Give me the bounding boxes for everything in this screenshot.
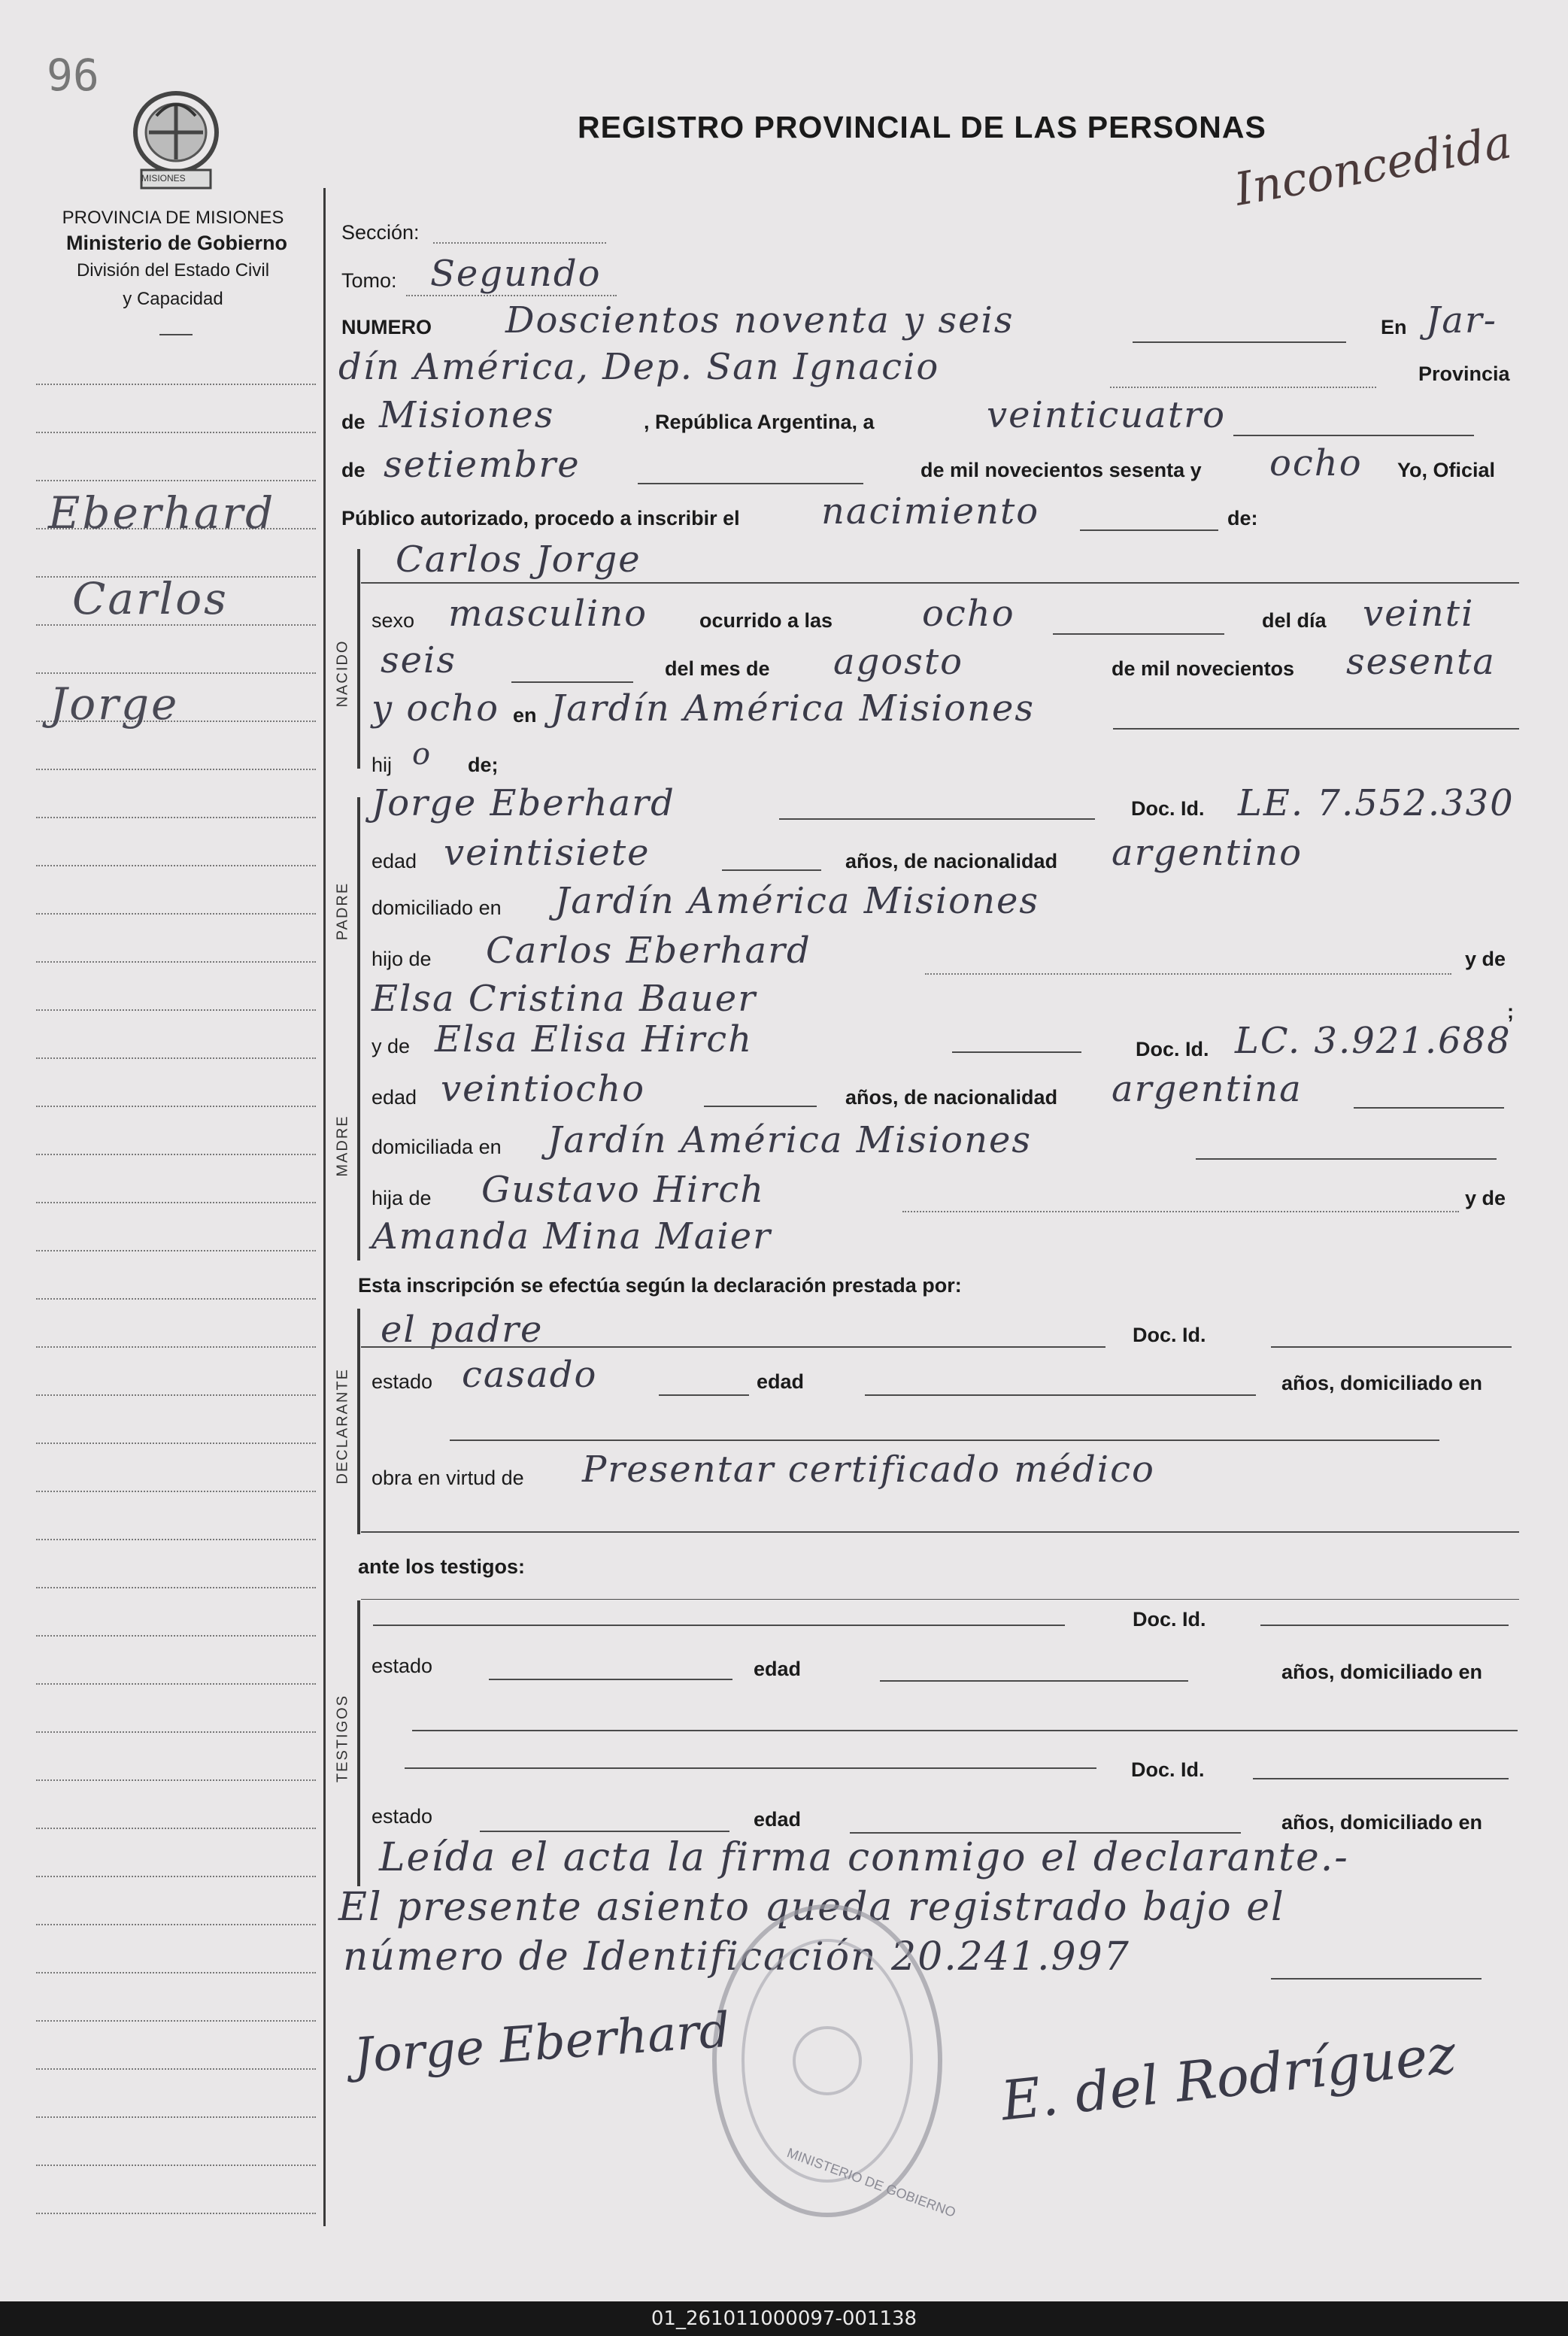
label-testigo1-doc: Doc. Id. — [1133, 1608, 1206, 1631]
margin-rule-line — [36, 384, 316, 385]
value-madre-edad: veintiocho — [441, 1068, 646, 1110]
margin-firstname: Carlos — [72, 573, 229, 624]
value-mes-nac: agosto — [833, 641, 964, 683]
testigo2-edad-line — [850, 1832, 1241, 1834]
testigos-rule — [357, 1600, 360, 1886]
testigo1-estado-line — [489, 1679, 732, 1680]
page-title: REGISTRO PROVINCIAL DE LAS PERSONAS — [578, 110, 1266, 144]
main-vertical-rule — [323, 188, 326, 2226]
label-padre-doc: Doc. Id. — [1131, 797, 1205, 820]
padre-edad-line — [722, 869, 821, 871]
value-hora: ocho — [922, 593, 1015, 635]
value-padre-dom: Jardín América Misiones — [555, 880, 1040, 922]
value-lugar-2: dín América, Dep. San Ignacio — [338, 346, 940, 388]
margin-rule-line — [36, 1539, 316, 1540]
margin-rule-line — [36, 1154, 316, 1155]
label-testigo1-anos: años, domiciliado en — [1281, 1661, 1483, 1683]
margin-rule-line — [36, 1202, 316, 1203]
closing-end-line — [1271, 1978, 1482, 1980]
label-obra: obra en virtud de — [372, 1467, 524, 1489]
value-tomo: Segundo — [430, 253, 602, 295]
margin-rule-line — [36, 1779, 316, 1781]
dia-line — [1233, 435, 1474, 436]
margin-rule-line — [36, 1106, 316, 1107]
margin-rule-line — [36, 432, 316, 433]
padre-rule — [357, 797, 360, 1050]
nombre-line — [361, 582, 1519, 584]
side-label-padre: PADRE — [334, 881, 351, 941]
label-yo-oficial: Yo, Oficial — [1397, 459, 1496, 481]
label-ocurrido: ocurrido a las — [699, 609, 833, 632]
value-padre-nombre: Jorge Eberhard — [372, 782, 675, 824]
label-decl-estado: estado — [372, 1370, 433, 1393]
padre-nombre-line — [779, 818, 1095, 820]
seal-text: MISIONES — [141, 173, 186, 184]
label-madre-hija: hija de — [372, 1187, 432, 1209]
signature-oficial: E. del Rodríguez — [998, 2022, 1459, 2133]
label-padre-hijo: hijo de — [372, 948, 432, 970]
testigo1-doc-line — [1260, 1625, 1509, 1626]
label-padre-nac: años, de nacionalidad — [845, 850, 1058, 872]
margin-rule-line — [36, 1250, 316, 1251]
numero-line — [1133, 341, 1346, 343]
label-de-colon: de: — [1227, 507, 1258, 529]
org-underline — [159, 334, 193, 335]
value-hij-suffix: o — [412, 737, 432, 772]
value-padre-madre: Elsa Cristina Bauer — [372, 978, 757, 1020]
madre-padre-line — [902, 1211, 1459, 1212]
value-madre-madre: Amanda Mina Maier — [372, 1215, 772, 1257]
org-province: PROVINCIA DE MISIONES — [62, 208, 284, 228]
label-hij: hij — [372, 754, 393, 776]
label-testigo1-estado: estado — [372, 1655, 433, 1677]
side-label-testigos: TESTIGOS — [334, 1694, 351, 1783]
label-de-hij: de; — [468, 754, 499, 776]
value-dia: veinticuatro — [987, 394, 1226, 436]
margin-rule-line — [36, 1491, 316, 1492]
label-en-nac: en — [513, 704, 537, 727]
madre-edad-line — [704, 1106, 817, 1107]
value-madre-nombre: Elsa Elisa Hirch — [435, 1018, 754, 1060]
testigo2-nombre-line — [405, 1767, 1096, 1769]
label-republica: , República Argentina, a — [644, 411, 875, 433]
label-testigo2-anos: años, domiciliado en — [1281, 1811, 1483, 1834]
label-testigo2-doc: Doc. Id. — [1131, 1758, 1205, 1781]
label-ante-testigos: ante los testigos: — [358, 1555, 526, 1578]
value-anio-nac-2: y ocho — [372, 687, 499, 730]
margin-rule-line — [36, 1683, 316, 1685]
margin-rule-line — [36, 480, 316, 481]
label-testigo1-edad: edad — [754, 1658, 802, 1680]
signature-declarante: Jorge Eberhard — [352, 2002, 732, 2085]
margin-rule-line — [36, 769, 316, 770]
value-sexo: masculino — [448, 593, 648, 635]
label-publico: Público autorizado, procedo a inscribir el — [341, 507, 740, 529]
margin-rule-line — [36, 961, 316, 963]
value-anio: ocho — [1269, 442, 1363, 484]
label-de-prov: de — [341, 411, 365, 433]
madre-rule — [357, 1030, 360, 1261]
decl-end-line — [361, 1531, 1519, 1533]
label-decl-doc: Doc. Id. — [1133, 1324, 1206, 1346]
closing-line-1: Leída el acta la firma conmigo el declarante.- — [379, 1835, 1349, 1880]
label-tomo: Tomo: — [341, 269, 397, 292]
margin-rule-line — [36, 1731, 316, 1733]
dia-nac-line — [511, 681, 633, 683]
label-decl-anos: años, domiciliado en — [1281, 1372, 1483, 1394]
madre-nombre-line — [952, 1051, 1081, 1053]
acto-line — [1080, 529, 1218, 531]
label-sexo: sexo — [372, 609, 415, 632]
testigos-top-line — [361, 1599, 1519, 1600]
testigo2-doc-line — [1253, 1778, 1509, 1779]
margin-rule-line — [36, 913, 316, 915]
margin-rule-line — [36, 2165, 316, 2166]
testigo1-nombre-line — [373, 1625, 1065, 1626]
margin-surname: Eberhard — [48, 487, 276, 538]
value-madre-padre: Gustavo Hirch — [481, 1169, 766, 1211]
margin-rule-line — [36, 1635, 316, 1637]
margin-rule-line — [36, 1443, 316, 1444]
corner-annotation: Inconcedida — [1230, 116, 1515, 217]
label-del-dia: del día — [1262, 609, 1327, 632]
closing-line-2: El presente asiento queda registrado bajo el — [338, 1885, 1285, 1930]
margin-rule-line — [36, 2116, 316, 2118]
value-obra: Presentar certificado médico — [582, 1449, 1155, 1491]
label-del-mes: del mes de — [665, 657, 770, 680]
label-de-mil: de mil novecientos — [1112, 657, 1295, 680]
value-lugar-nac: Jardín América Misiones — [550, 687, 1036, 730]
value-padre-doc: LE. 7.552.330 — [1238, 782, 1515, 824]
label-madre-edad: edad — [372, 1086, 417, 1109]
margin-rule-line — [36, 672, 316, 674]
label-madre-nac: años, de nacionalidad — [845, 1086, 1058, 1109]
label-decl-edad: edad — [757, 1370, 805, 1393]
value-padre-nac: argentino — [1112, 832, 1303, 874]
margin-middlename: Jorge — [50, 678, 180, 730]
madre-nac-line — [1354, 1107, 1504, 1109]
lugar-line — [1110, 387, 1376, 388]
org-capacity: y Capacidad — [123, 289, 223, 309]
label-en: En — [1381, 316, 1407, 338]
value-anio-nac-1: sesenta — [1346, 641, 1496, 683]
side-label-nacido: NACIDO — [334, 639, 351, 708]
value-declarante: el padre — [381, 1309, 544, 1351]
org-ministry: Ministerio de Gobierno — [65, 232, 288, 254]
margin-rule-line — [36, 624, 316, 626]
label-padre-dom: domiciliado en — [372, 896, 502, 919]
testigo1-edad-line — [880, 1680, 1188, 1682]
hora-line — [1053, 633, 1224, 635]
seccion-line — [433, 242, 606, 244]
label-madre-yde2: y de — [1465, 1187, 1506, 1209]
mes-line — [638, 483, 863, 484]
value-dia-nac-2: seis — [381, 639, 457, 681]
page-number: 96 — [47, 50, 99, 101]
margin-rule-line — [36, 2020, 316, 2022]
margin-rule-line — [36, 1876, 316, 1877]
margin-rule-line — [36, 1394, 316, 1396]
declarante-line — [361, 1346, 1105, 1348]
testigo2-estado-line — [480, 1831, 729, 1832]
footer-filename: 01_261011000097-001138 — [0, 2301, 1568, 2336]
label-padre-yde: y de — [1465, 948, 1506, 970]
value-mes: setiembre — [384, 444, 581, 486]
stamp-text: MINISTERIO DE GOBIERNO — [784, 2145, 958, 2220]
value-madre-doc: LC. 3.921.688 — [1235, 1020, 1512, 1062]
margin-rule-line — [36, 1346, 316, 1348]
label-padre-edad: edad — [372, 850, 417, 872]
margin-rule-line — [36, 1828, 316, 1829]
margin-rule-line — [36, 2068, 316, 2070]
nacido-rule — [357, 549, 360, 769]
value-nombre: Carlos Jorge — [396, 538, 641, 581]
official-stamp-icon — [707, 1895, 948, 2226]
madre-dom-line — [1196, 1158, 1497, 1160]
label-madre-yde: y de — [372, 1035, 411, 1057]
label-sesenta: de mil novecientos sesenta y — [920, 459, 1202, 481]
padre-padre-line — [925, 973, 1451, 975]
label-testigo2-estado: estado — [372, 1805, 433, 1828]
margin-rule-line — [36, 1924, 316, 1925]
value-numero: Doscientos noventa y seis — [505, 299, 1014, 341]
decl-estado-line — [659, 1394, 749, 1396]
margin-rule-line — [36, 1009, 316, 1011]
value-lugar-1: Jar- — [1426, 299, 1498, 341]
label-provincia: Provincia — [1418, 363, 1510, 385]
decl-domicilio-line — [450, 1440, 1439, 1441]
side-label-madre: MADRE — [334, 1115, 351, 1177]
value-acto: nacimiento — [821, 490, 1040, 532]
value-decl-estado: casado — [462, 1354, 598, 1396]
label-de-mes: de — [341, 459, 365, 481]
value-padre-padre: Carlos Eberhard — [486, 930, 811, 972]
tomo-line — [406, 295, 617, 296]
value-provincia: Misiones — [379, 394, 555, 436]
label-semicolon: ; — [1507, 1000, 1514, 1023]
label-seccion: Sección: — [341, 221, 420, 244]
testigo1-domicilio-line — [412, 1730, 1518, 1731]
value-dia-nac-1: veinti — [1363, 593, 1475, 635]
margin-rule-line — [36, 865, 316, 866]
margin-rule-line — [36, 1587, 316, 1588]
label-madre-dom: domiciliada en — [372, 1136, 502, 1158]
declarante-rule — [357, 1309, 360, 1534]
margin-rule-line — [36, 1298, 316, 1300]
label-numero: NUMERO — [341, 316, 432, 338]
label-testigo2-edad: edad — [754, 1808, 802, 1831]
lugar-nac-line — [1113, 728, 1519, 730]
closing-line-3: número de Identificación 20.241.997 — [343, 1934, 1130, 1980]
value-madre-nac: argentina — [1112, 1068, 1303, 1110]
decl-edad-line — [865, 1394, 1256, 1396]
label-esta-inscripcion: Esta inscripción se efectúa según la declaración prestada por: — [358, 1274, 962, 1297]
decl-doc-line — [1271, 1346, 1512, 1348]
value-padre-edad: veintisiete — [444, 832, 651, 874]
org-division: División del Estado Civil — [76, 260, 270, 281]
value-madre-dom: Jardín América Misiones — [547, 1119, 1033, 1161]
margin-rule-line — [36, 1057, 316, 1059]
margin-rule-line — [36, 1972, 316, 1973]
label-madre-doc: Doc. Id. — [1136, 1038, 1209, 1060]
margin-rule-line — [36, 2213, 316, 2214]
side-label-declarante: DECLARANTE — [334, 1368, 351, 1485]
margin-rule-line — [36, 817, 316, 818]
